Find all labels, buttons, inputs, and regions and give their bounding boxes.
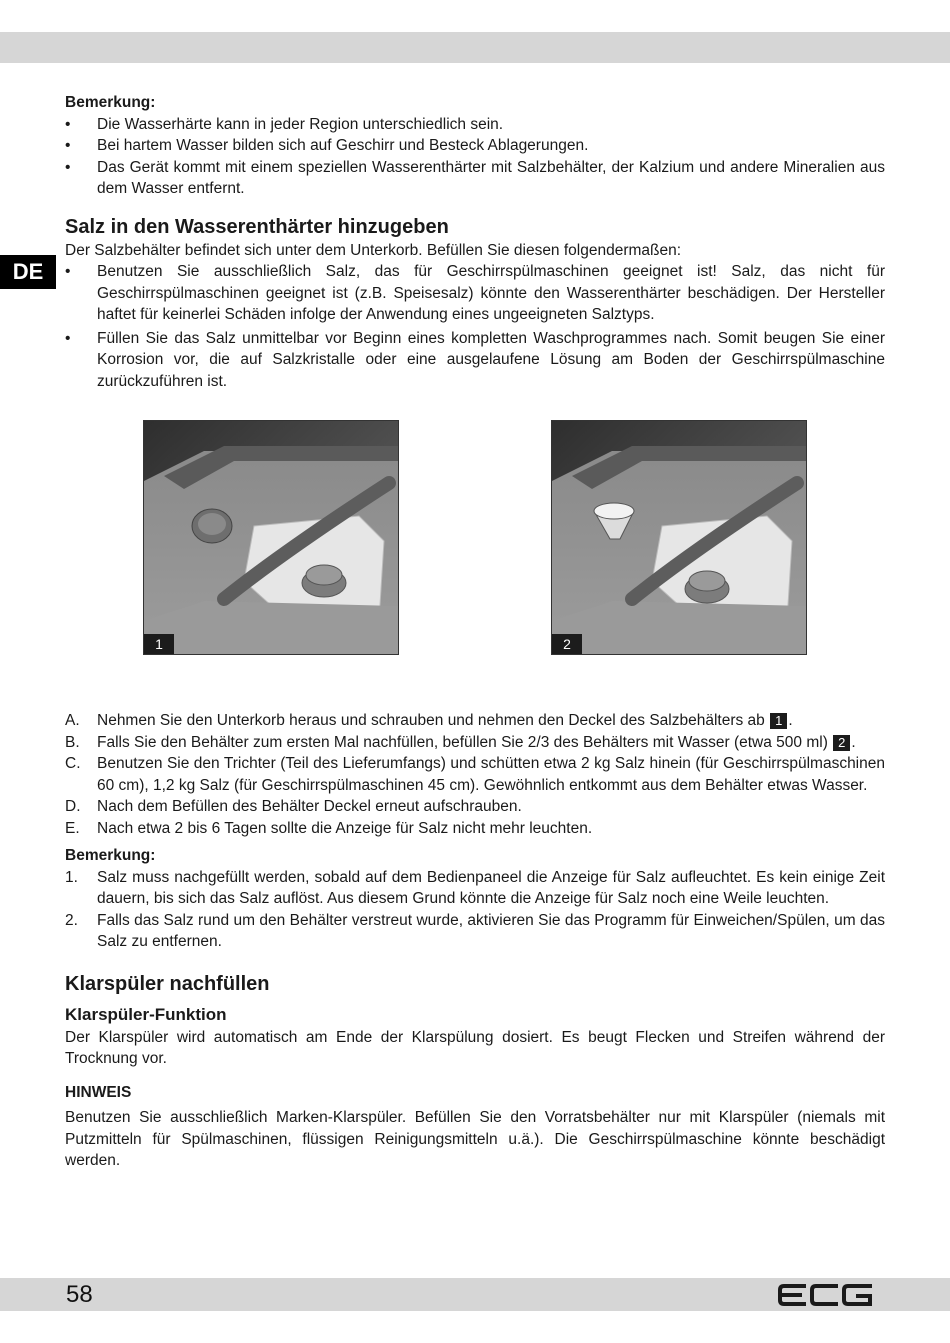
step-item bbox=[65, 753, 885, 796]
header-bar bbox=[0, 32, 950, 63]
figure-label: 2 bbox=[552, 634, 582, 654]
note-item: • Das Gerät kommt mit einem speziellen Wasserenthärter mit Salzbehälter, der Kalzium und andere Mineralien aus dem Wasser entfernt. bbox=[65, 157, 885, 200]
language-tab: DE bbox=[0, 255, 56, 289]
dishwasher-illustration bbox=[144, 421, 398, 654]
figure-ref-badge: 1 bbox=[770, 713, 787, 729]
figure-ref-badge: 2 bbox=[833, 735, 850, 751]
step-marker: B. bbox=[65, 733, 80, 751]
note-item bbox=[65, 910, 885, 953]
notice-label: HINWEIS bbox=[65, 1083, 132, 1101]
figure-salt-cap bbox=[143, 420, 399, 655]
note-marker: 2. bbox=[65, 911, 78, 929]
figure-row bbox=[65, 420, 885, 710]
salt-intro: Der Salzbehälter befindet sich unter dem Unterkorb. Befüllen Sie diesen folgendermaßen: bbox=[65, 241, 682, 259]
step-text: Nach etwa 2 bis 6 Tagen sollte die Anzeige für Salz nicht mehr leuchten. bbox=[97, 819, 593, 837]
step-marker: A. bbox=[65, 712, 80, 729]
dishwasher-illustration bbox=[552, 421, 806, 654]
section-heading-salt: Salz in den Wasserenthärter hinzugeben bbox=[65, 215, 449, 238]
page-content bbox=[65, 92, 885, 1172]
note-label: Bemerkung: bbox=[65, 847, 156, 864]
figure-salt-funnel bbox=[551, 420, 807, 655]
subsection-heading: Klarspüler-Funktion bbox=[65, 1004, 227, 1024]
note-text: Salz muss nachgefüllt werden, sobald auf dem Bedienpaneel die Anzeige für Salz aufleuchtet. Es kein einige Zeit dauern, bis sich das Salz auflöst. Aus diesem Grund könnte die Anzeige für Salz noch eine Weile leuchten. bbox=[97, 868, 885, 907]
note-label: Bemerkung: bbox=[65, 94, 156, 111]
ecg-logo bbox=[778, 1283, 874, 1307]
salt-item: • Füllen Sie das Salz unmittelbar vor Beginn eines kompletten Waschprogrammes nach. Somit beugen Sie einer Korrosion vor, die auf Salzkristalle oder eine ausgelaufene Lösung am Boden der Geschirrspülmaschine zurückzuführen ist. bbox=[65, 328, 885, 393]
step-marker: C. bbox=[65, 755, 81, 772]
page-number: 58 bbox=[66, 1281, 93, 1308]
steps-list bbox=[65, 710, 885, 839]
step-item bbox=[65, 818, 885, 840]
note-list bbox=[65, 114, 885, 200]
step-text: Nehmen Sie den Unterkorb heraus und schrauben und nehmen den Deckel des Salzbehälters ab bbox=[97, 712, 765, 729]
notice-text: Benutzen Sie ausschließlich Marken-Klarspüler. Befüllen Sie den Vorratsbehälter nur mit Klarspüler (niemals mit Putzmitteln für Spülmaschinen, flüssigen Reinigungsmitteln u.ä.). Die Geschirrspülmaschine könnte beschädigt werden. bbox=[65, 1109, 885, 1169]
section-heading-rinse: Klarspüler nachfüllen bbox=[65, 972, 270, 995]
salt-list bbox=[65, 261, 885, 392]
step-end: . bbox=[788, 712, 793, 729]
step-item bbox=[65, 732, 885, 754]
note-item: • Bei hartem Wasser bilden sich auf Geschirr und Besteck Ablagerungen. bbox=[65, 135, 885, 157]
step-item bbox=[65, 796, 885, 818]
rinse-text: Der Klarspüler wird automatisch am Ende der Klarspülung dosiert. Es beugt Flecken und Streifen während der Trocknung vor. bbox=[65, 1028, 885, 1067]
figure-label: 1 bbox=[144, 634, 174, 654]
step-marker: D. bbox=[65, 798, 81, 815]
note-marker: 1. bbox=[65, 868, 78, 886]
note-item bbox=[65, 867, 885, 910]
note-numbered-list bbox=[65, 867, 885, 953]
salt-item: • Benutzen Sie ausschließlich Salz, das für Geschirrspülmaschinen geeignet ist! Salz, das nicht für Geschirrspülmaschinen geeignet ist (z.B. Speisesalz) könnte den Wasserenthärter beschädigen. Der Hersteller haftet für keinerlei Schäden infolge der Anwendung eines ungeeigneten Salztyps. bbox=[65, 261, 885, 326]
note-item: • Die Wasserhärte kann in jeder Region unterschiedlich sein. bbox=[65, 114, 885, 136]
step-item bbox=[65, 710, 885, 732]
step-text: Falls Sie den Behälter zum ersten Mal nachfüllen, befüllen Sie 2/3 des Behälters mit Wasser (etwa 500 ml) bbox=[97, 733, 828, 751]
step-end: . bbox=[851, 733, 856, 751]
step-marker: E. bbox=[65, 819, 80, 837]
step-text: Benutzen Sie den Trichter (Teil des Lieferumfangs) und schütten etwa 2 kg Salz hinein (für Geschirrspülmaschinen 60 cm), 1,2 kg Salz (für Geschirrspülmaschinen 45 cm). Gewöhnlich entkommt aus dem Behälter etwas Wasser. bbox=[97, 755, 885, 794]
note-text: Falls das Salz rund um den Behälter verstreut wurde, aktivieren Sie das Programm für Einweichen/Spülen, um das Salz zu entfernen. bbox=[97, 911, 885, 950]
step-text: Nach dem Befüllen des Behälter Deckel erneut aufschrauben. bbox=[97, 798, 522, 815]
